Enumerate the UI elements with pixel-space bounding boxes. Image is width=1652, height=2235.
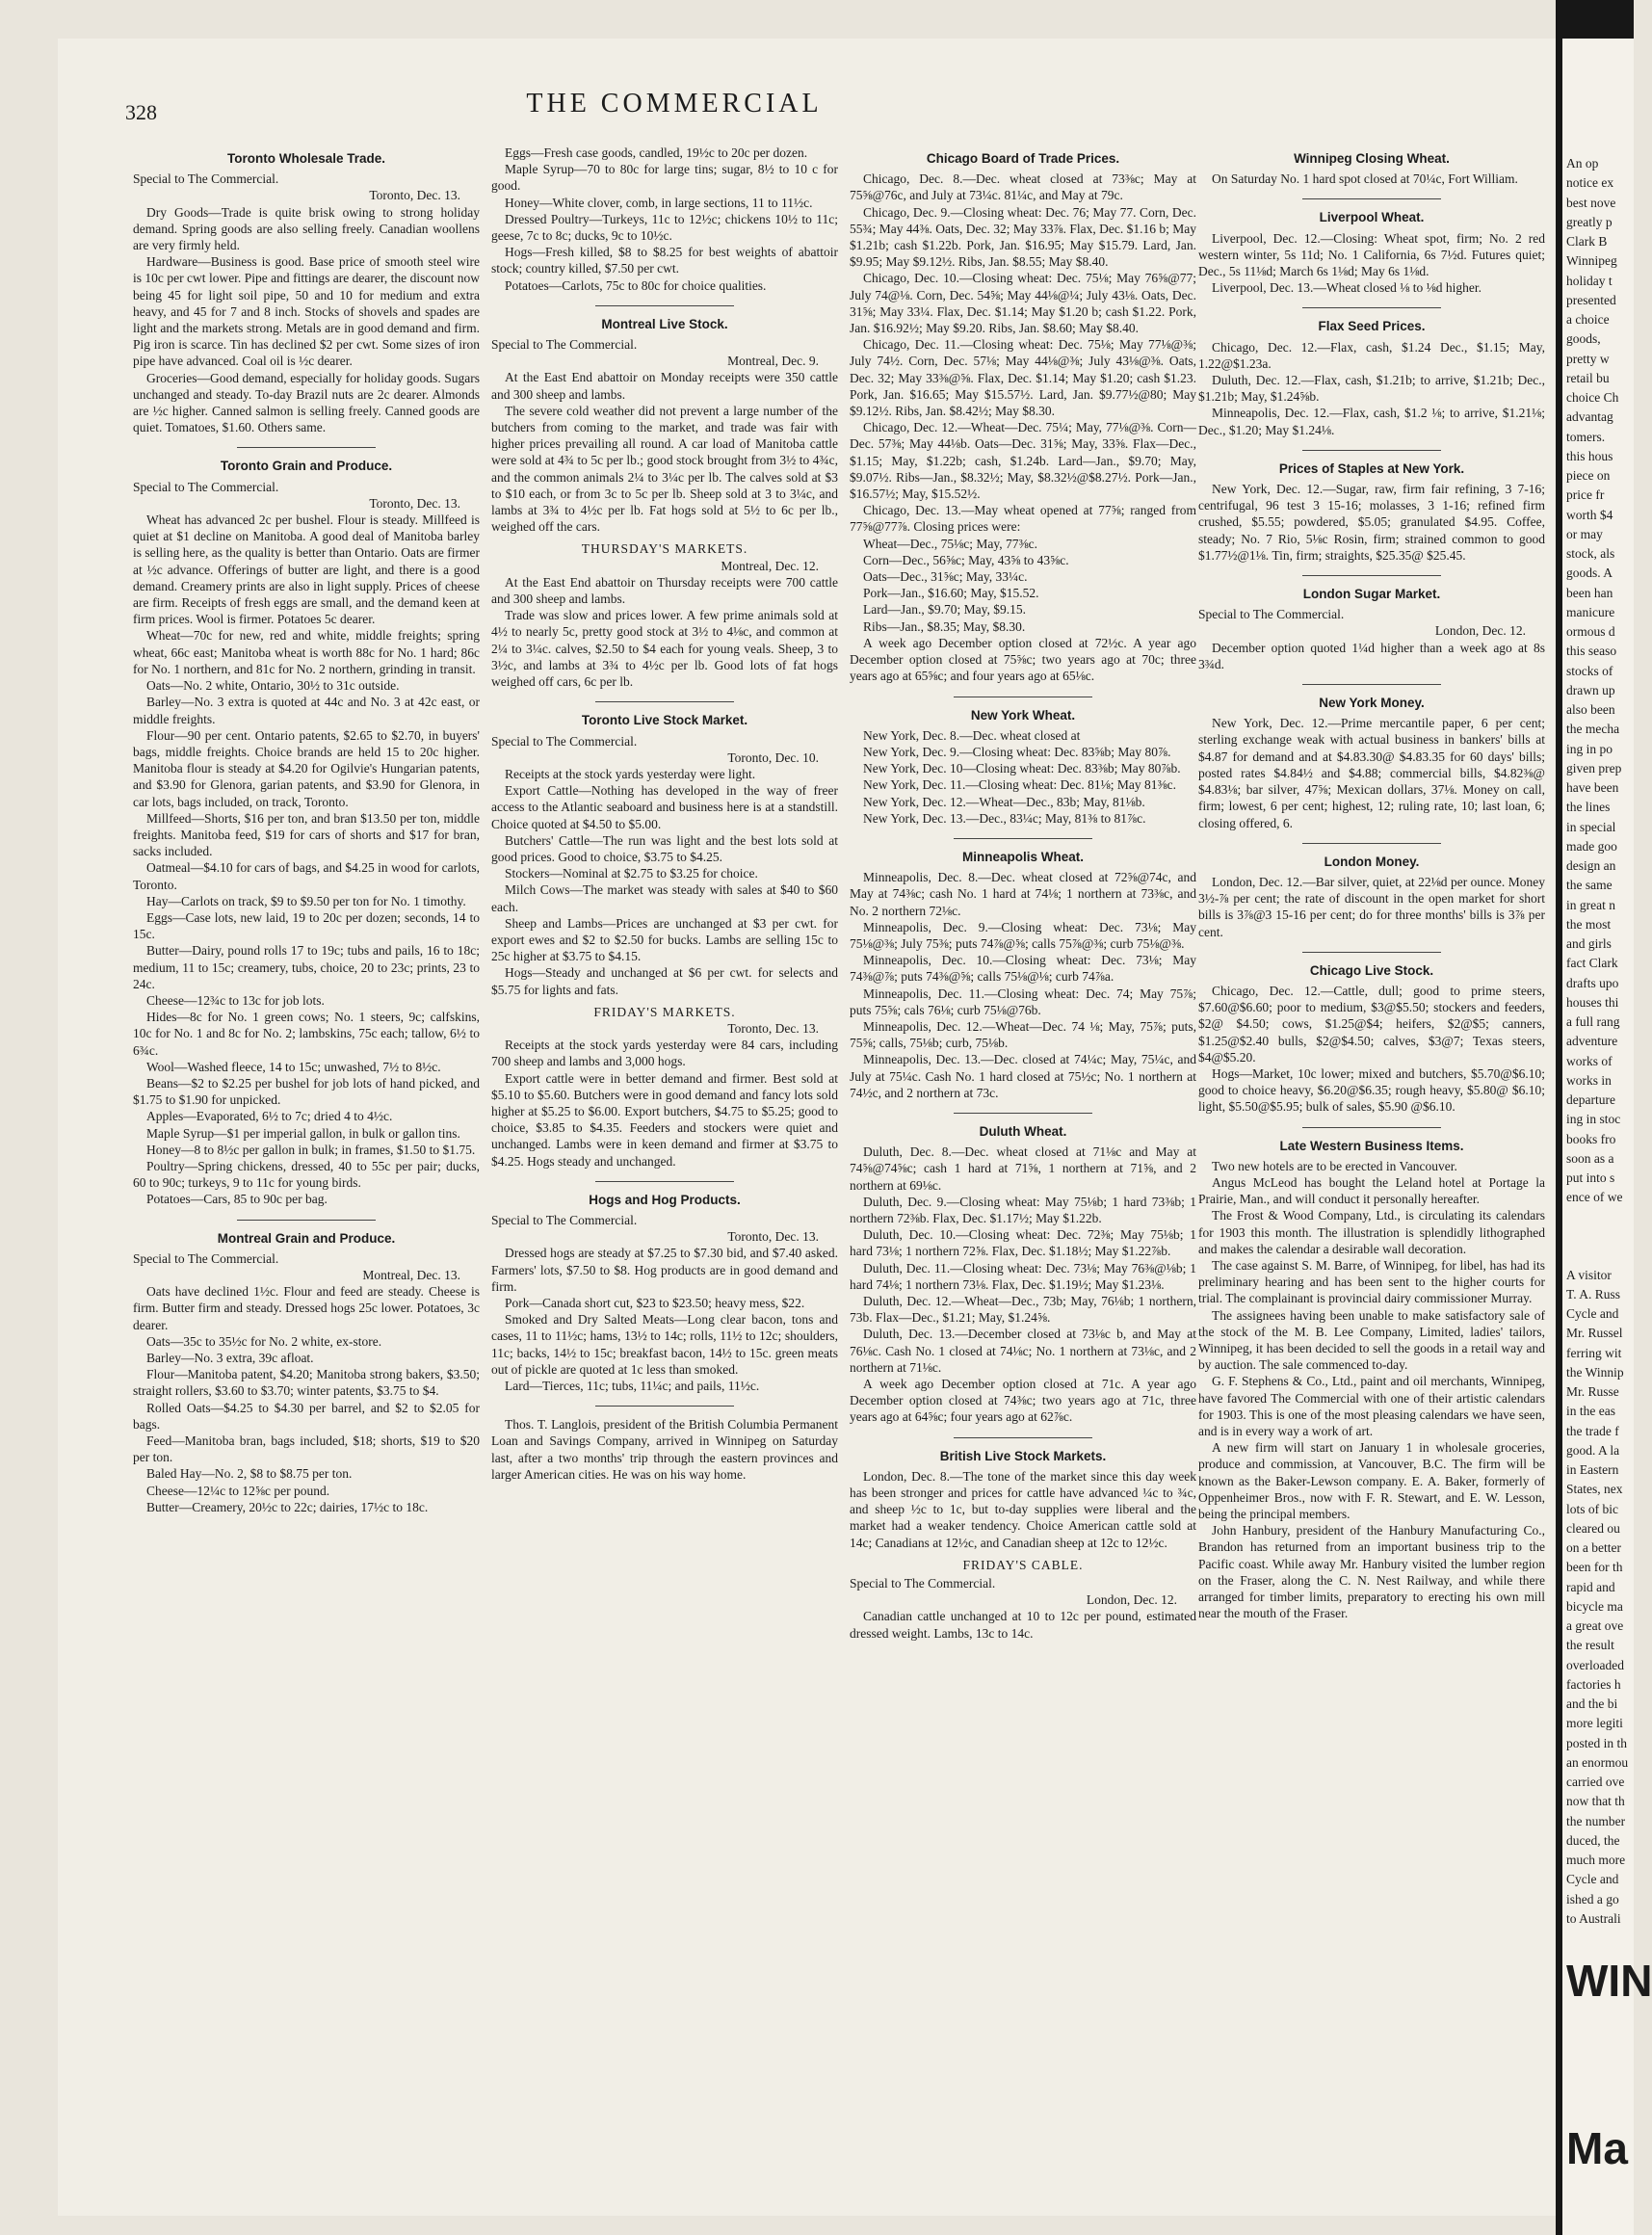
paragraph: Oatmeal—$4.10 for cars of bags, and $4.25 in wood for carlots, Toronto. <box>133 860 480 892</box>
paragraph: Wool—Washed fleece, 14 to 15c; unwashed, 7½ to 8½c. <box>146 1059 441 1074</box>
paragraph: A week ago December option closed at 71c. A year ago December option closed at 74⅜c; two years ago at 71c, three years ago at 64⅝c; four years ago at 62⅞c. <box>850 1377 1196 1425</box>
fragment-line: an enormou <box>1566 1754 1629 1770</box>
section-title: Toronto Grain and Produce. <box>220 459 393 474</box>
paragraph: Rolled Oats—$4.25 to $4.30 per barrel, and $2 to $2.05 for bags. <box>133 1400 480 1432</box>
fragment-line: now that th <box>1566 1794 1625 1809</box>
paragraph: The severe cold weather did not prevent a large number of the butchers from coming to the market, and trade was fair with higher prices prevailing all round. A car load of Manitoba cattle were sold at 4¾ to 5c per lb.; good stock brought from 3½ to 4¾c, and the common animals 2¼ to 3¼c per lb. The calves sold at $3 to $10 each, or from 3c to 5c per lb. Sheep sold at 3 to 3¼c, and lambs at 3¾ to 4½c per lb. Fat hogs sold at 5½ to 6c per lb., weighed off the cars. <box>491 403 838 535</box>
paragraph: Eggs—Fresh case goods, candled, 19½c to 20c per dozen. <box>505 145 808 160</box>
paragraph: Hardware—Business is good. Base price of smooth steel wire is 10c per cwt lower. Pipe and fittings are dearer, the discount now being 45 for light soil pipe, 50 and 10 for medium and extra heavy, and 45 for 7 and 8 inch. Stocks of shovels and spades are light and the markets strong. Metals are in good demand and firm. Pig iron is scarce. Tin has declined $2 per cwt. Some sizes of iron pipe have advanced. Coal oil is ½c dearer. <box>133 254 480 369</box>
section-divider <box>237 447 376 448</box>
fragment-line: in great n <box>1566 897 1615 912</box>
paragraph: Duluth, Dec. 12.—Wheat—Dec., 73b; May, 76⅛b; 1 northern, 73b. Flax—Dec., $1.21; May, $1.24⅝. <box>850 1294 1196 1326</box>
section-title: Prices of Staples at New York. <box>1278 460 1465 476</box>
section-title: Chicago Board of Trade Prices. <box>926 151 1120 166</box>
subheading: FRIDAY'S MARKETS. <box>593 1004 736 1019</box>
paragraph: Lard—Jan., $9.70; May, $9.15. <box>863 602 1026 618</box>
paragraph: Sheep and Lambs—Prices are unchanged at $3 per cwt. for export ewes and $2 to $2.50 for bucks. Lambs are selling 15c to 25c higher at $3.75 to $4.15. <box>491 915 838 964</box>
section-divider <box>954 1113 1092 1114</box>
section-divider <box>1302 307 1441 308</box>
paragraph: Wheat has advanced 2c per bushel. Flour is steady. Millfeed is quiet at $1 decline on Manitoba. A good deal of Manitoba barley is selling here, as the quality is better than Ontario. Oats are firmer at ½c advance. Offerings of butter are light, and there is a good demand. Creamery prints are also in light supply. Prices of cheese are firm. Receipts of fresh eggs are small, and the demand keen at firm prices. Wool is firmer. Potatoes 5c dearer. <box>133 513 480 627</box>
section-title: British Live Stock Markets. <box>939 1448 1107 1463</box>
fragment-line: An op <box>1566 156 1599 171</box>
paragraph: Potatoes—Cars, 85 to 90c per bag. <box>146 1192 328 1207</box>
section-divider <box>1302 198 1441 199</box>
fragment-line: a choice <box>1566 312 1610 327</box>
section-title: Liverpool Wheat. <box>1319 210 1425 225</box>
fragment-line: a full rang <box>1566 1014 1620 1029</box>
paragraph: Ribs—Jan., $8.35; May, $8.30. <box>863 618 1026 634</box>
paragraph: New York, Dec. 11.—Closing wheat: Dec. 81⅛; May 81⅜c. <box>863 777 1176 793</box>
section-title: Flax Seed Prices. <box>1318 319 1426 334</box>
section-divider <box>1302 450 1441 451</box>
paragraph: Dressed Poultry—Turkeys, 11c to 12½c; chickens 10½ to 11c; geese, 7c to 8c; ducks, 9c to 10½c. <box>491 211 838 244</box>
paragraph: Butchers' Cattle—The run was light and the best lots sold at good prices. Good to choice, $3.75 to $4.25. <box>491 832 838 864</box>
fragment-line: pretty w <box>1566 351 1610 366</box>
paragraph: Flour—90 per cent. Ontario patents, $2.65 to $2.70, in buyers' bags, middle freights. Choice brands are held 15 to 20c higher. Manitoba flour is steady at $4.20 for Ogilvie's Hungarian patents, and $3.90 for Glenora, garian patents, and $3.90 for Glenora, in car lots, bags included, on track, Toronto. <box>133 727 480 809</box>
paragraph: Cheese—12¼c to 12⅝c per pound. <box>146 1483 330 1498</box>
section-title: Chicago Live Stock. <box>1309 962 1434 978</box>
section-title: Duluth Wheat. <box>979 1123 1067 1139</box>
fragment-line: and the bi <box>1566 1696 1618 1711</box>
fragment-line: holiday t <box>1566 273 1613 288</box>
paragraph: Chicago, Dec. 9.—Closing wheat: Dec. 76; May 77. Corn, Dec. 55¾; May 44⅜. Oats, Dec. 32; May 33⅞. Flax, Dec. $1.16 b; May $1.21b; cash $1.22b. Pork, Jan. $16.95; May $15.79. Lard, Jan. $9.95; May $9.12½. Ribs, Jan. $8.55; May $8.40. <box>850 204 1196 270</box>
fragment-line: States, nex <box>1566 1482 1623 1497</box>
paragraph: London, Dec. 8.—The tone of the market since this day week has been stronger and prices for cattle have advanced ¼c to ¾c, and sheep ½c to 1c, but to-day supplies were liberal and the market had a weaker tendency. Choice American cattle sold at 14c; Canadians at 12½c, and Canadian sheep at 12c to 12½c. <box>850 1468 1196 1550</box>
paragraph: Chicago, Dec. 12.—Wheat—Dec. 75¼; May, 77⅛@⅜. Corn—Dec. 57⅜; May 44⅛b. Oats—Dec. 31⅝; May, 33⅝. Flax—Dec., $1.15; May, $1.22b; cash, $1.24b. Lard—Jan., $9.70; May, $9.07½. Ribs—Jan., $8.32½; May, $8.32½@$8.27½. Pork—Jan., $16.57½; May, $15.52½. <box>850 420 1196 502</box>
fragment-line: the lines <box>1566 800 1611 815</box>
masthead: THE COMMERCIAL <box>526 89 823 118</box>
fragment-line: choice Ch <box>1566 390 1619 405</box>
fragment-line: adventure <box>1566 1034 1618 1049</box>
fragment-line: to Australi <box>1566 1910 1621 1926</box>
fragment-line: the trade f <box>1566 1423 1619 1438</box>
fragment-line: on a better <box>1566 1540 1621 1555</box>
fragment-line: Mr. Russe <box>1566 1384 1619 1399</box>
fragment-line: factories h <box>1566 1676 1621 1692</box>
paragraph: December option quoted 1¼d higher than a week ago at 8s 3¾d. <box>1198 640 1545 671</box>
section-title: Winnipeg Closing Wheat. <box>1294 151 1450 166</box>
paragraph: Maple Syrup—70 to 80c for large tins; sugar, 8½ to 10 c for good. <box>491 162 838 194</box>
fragment-line: rapid and <box>1566 1579 1615 1594</box>
fragment-line: cleared ou <box>1566 1520 1620 1536</box>
paragraph: Duluth, Dec. 13.—December closed at 73⅛c b, and May at 76⅛c. Cash No. 1 closed at 74⅛c; No. 1 northern at 73⅛c, and 2 northern at 71⅛c. <box>850 1327 1196 1375</box>
paragraph: On Saturday No. 1 hard spot closed at 70¼c, Fort William. <box>1212 171 1518 187</box>
paragraph: New York, Dec. 10—Closing wheat: Dec. 83⅜b; May 80⅞b. <box>863 761 1181 776</box>
fragment-line: A visitor <box>1566 1267 1612 1282</box>
paragraph: Lard—Tierces, 11c; tubs, 11¼c; and pails, 11½c. <box>505 1379 760 1394</box>
special-byline: Special to The Commercial. <box>133 1250 279 1266</box>
page-number: 328 <box>125 100 157 124</box>
dateline: London, Dec. 12. <box>1434 623 1526 639</box>
dateline: Toronto, Dec. 13. <box>727 1020 819 1036</box>
fragment-line: overloaded <box>1566 1657 1624 1672</box>
paragraph: Chicago, Dec. 8.—Dec. wheat closed at 73⅜c; May at 75⅝@76c, and July at 73¼c. 81¼c, and May at 79c. <box>850 171 1196 203</box>
paragraph: Baled Hay—No. 2, $8 to $8.75 per ton. <box>146 1466 353 1482</box>
section-title: Montreal Live Stock. <box>601 316 728 331</box>
paragraph: Minneapolis, Dec. 13.—Dec. closed at 74¼c; May, 75¼c, and July at 75¼c. Cash No. 1 hard closed at 75½c; No. 1 northern at 74½c, and 2 northern at 73c. <box>850 1052 1196 1100</box>
paragraph: Hay—Carlots on track, $9 to $9.50 per ton for No. 1 timothy. <box>146 893 466 908</box>
section-title: Toronto Live Stock Market. <box>581 713 748 728</box>
paragraph: John Hanbury, president of the Hanbury Manufacturing Co., Brandon has returned from an important business trip to the Pacific coast. While away Mr. Hanbury visited the lumber region on the Fraser, along the C. N. Nest Railway, and while there arranged for timber limits, preparatory to erecting his own mill near the mouth of the Fraser. <box>1198 1523 1545 1621</box>
column-3 <box>850 145 1196 1642</box>
paragraph: At the East End abattoir on Thursday receipts were 700 cattle and 300 sheep and lambs. <box>491 574 838 607</box>
fragment-line: and girls <box>1566 936 1612 951</box>
section-divider <box>595 1181 734 1182</box>
subheading: FRIDAY'S CABLE. <box>962 1557 1084 1572</box>
fragment-line: advantag <box>1566 409 1613 425</box>
special-byline: Special to The Commercial. <box>491 337 638 353</box>
fragment-line: works of <box>1566 1053 1613 1068</box>
fragment-line: greatly p <box>1566 214 1613 229</box>
fragment-line: a great ove <box>1566 1618 1624 1633</box>
fragment-line: departure <box>1566 1092 1615 1107</box>
paragraph: New York, Dec. 9.—Closing wheat: Dec. 83⅝b; May 80⅞. <box>863 744 1171 759</box>
paragraph: Cheese—12¾c to 13c for job lots. <box>146 992 325 1008</box>
fragment-line: more legiti <box>1566 1716 1623 1731</box>
paragraph: Hogs—Steady and unchanged at $6 per cwt. for selects and $5.75 for lights and fats. <box>491 965 838 997</box>
paragraph: Chicago, Dec. 13.—May wheat opened at 77⅝; ranged from 77⅝@77⅞. Closing prices were: <box>850 503 1196 535</box>
paragraph: Butter—Creamery, 20½c to 22c; dairies, 17½c to 18c. <box>146 1499 429 1514</box>
paragraph: New York, Dec. 13.—Dec., 83¼c; May, 81⅜ to 81⅞c. <box>863 810 1146 826</box>
paragraph: Liverpool, Dec. 13.—Wheat closed ⅛ to ⅛d higher. <box>1212 280 1482 296</box>
fragment-line: the mecha <box>1566 722 1620 737</box>
fragment-line: or may <box>1566 526 1603 541</box>
paragraph: Duluth, Dec. 8.—Dec. wheat closed at 71⅛c and May at 74⅝@74⅝c; cash 1 hard at 71⅝, 1 northern at 71⅝, and 2 northern at 69⅛c. <box>850 1144 1196 1193</box>
paragraph: Pork—Jan., $16.60; May, $15.52. <box>863 586 1039 601</box>
paragraph: Export Cattle—Nothing has developed in the way of freer access to the Atlantic seaboard and business here is at a standstill. Choice quoted at $4.50 to $5.00. <box>491 783 838 831</box>
section-divider <box>1302 1127 1441 1128</box>
fragment-line: been for th <box>1566 1560 1623 1575</box>
page-header <box>125 89 1223 127</box>
dateline: Toronto, Dec. 13. <box>727 1229 819 1245</box>
paragraph: Hides—8c for No. 1 green cows; No. 1 steers, 9c; calfskins, 10c for No. 1 and 8c for No. 2; lambskins, 75c each; tallow, 6½ to 6¾c. <box>133 1010 480 1058</box>
paragraph: Barley—No. 3 extra, 39c afloat. <box>146 1351 314 1366</box>
paragraph: Chicago, Dec. 12.—Flax, cash, $1.24 Dec., $1.15; May, 1.22@$1.23a. <box>1198 339 1545 371</box>
ad-headline-fragment: WIN <box>1566 1956 1652 2006</box>
fragment-line: notice ex <box>1566 175 1614 191</box>
paragraph: G. F. Stephens & Co., Ltd., paint and oil merchants, Winnipeg, have favored The Commercial with one of their artistic calendars for 1903. This is one of the most pleasing calendars we have seen, and is in every way a work of art. <box>1198 1374 1545 1438</box>
section-title: Late Western Business Items. <box>1279 1138 1464 1153</box>
paragraph: Wheat—70c for new, red and white, middle freights; spring wheat, 66c east; Manitoba wheat is worth 88c for No. 1 hard; 86c for No. 1 northern, and 81c for No. 2 northern, grinding in transit. <box>133 628 480 676</box>
paragraph: Thos. T. Langlois, president of the British Columbia Permanent Loan and Savings Company, arrived in Winnipeg on Saturday last, after a two months' trip through the eastern provinces and larger American cities. He was on his way home. <box>491 1417 838 1482</box>
fragment-line: also been <box>1566 702 1615 717</box>
ad-headline-fragment: Ma <box>1566 2123 1628 2173</box>
fragment-line: made goo <box>1566 838 1617 854</box>
paragraph: New York, Dec. 12.—Prime mercantile paper, 6 per cent; sterling exchange weak with actual business in bankers' bills at $4.87 for demand and at $4.83.30@ $4.83.35 for 60 days' bills; posted rates $4.84½ and $4.88; commercial bills, $4.82⅜@ $4.83⅛; bar silver, 47⅝; Mexican dollars, 37⅛. Money on call, firm; lowest, 6 per cent; highest, 12; ruling rate, 10; last loan, 6; closing offered, 6. <box>1198 716 1545 830</box>
special-byline: Special to The Commercial. <box>1198 607 1345 622</box>
column-1 <box>133 145 480 1515</box>
fragment-line: ished a go <box>1566 1891 1619 1906</box>
fragment-line: lots of bic <box>1566 1501 1618 1516</box>
paragraph: A new firm will start on January 1 in wholesale groceries, produce and commission, at Vancouver, B.C. The firm will be known as the Baker-Lewson company. E. A. Baker, formerly of Oppenheimer Bros., now with F. R. Stewart, and E. W. Lesson, being the principal members. <box>1198 1440 1545 1522</box>
paragraph: Corn—Dec., 56⅝c; May, 43⅝ to 43⅝c. <box>863 552 1069 567</box>
fragment-line: fact Clark <box>1566 956 1618 971</box>
paragraph: Oats have declined 1½c. Flour and feed are steady. Cheese is firm. Butter firm and steady. Dressed hogs 25c lower. Potatoes, 3c dearer. <box>133 1284 480 1332</box>
dateline: Montreal, Dec. 13. <box>362 1268 460 1282</box>
paragraph: The assignees having been unable to make satisfactory sale of the stock of the M. B. Lee Company, Limited, ladies' tailors, Winnipeg, it has been decided to sell the goods in a retail way and by auction. The sale commenced to-day. <box>1198 1307 1545 1373</box>
fragment-line: ing in stoc <box>1566 1112 1621 1127</box>
paragraph: Minneapolis, Dec. 12.—Flax, cash, $1.2 ⅛; to arrive, $1.21⅛; Dec., $1.20; May $1.24⅛. <box>1198 406 1545 437</box>
fragment-line: stocks of <box>1566 663 1613 678</box>
dateline: Toronto, Dec. 13. <box>369 188 460 203</box>
paragraph: Angus McLeod has bought the Leland hotel at Portage la Prairie, Man., and will conduct it personally hereafter. <box>1198 1174 1545 1207</box>
paragraph: Minneapolis, Dec. 11.—Closing wheat: Dec. 74; May 75⅞; puts 75⅝; cals 76⅛; curb 75⅛@76b. <box>850 986 1196 1017</box>
paragraph: Hogs—Fresh killed, $8 to $8.25 for best weights of abattoir stock; country killed, $7.50 per cwt. <box>491 245 838 276</box>
paragraph: Pork—Canada short cut, $23 to $23.50; heavy mess, $22. <box>505 1296 805 1310</box>
dateline: Toronto, Dec. 10. <box>727 749 819 765</box>
paragraph: At the East End abattoir on Monday receipts were 350 cattle and 300 sheep and lambs. <box>491 370 838 402</box>
fragment-line: much more <box>1566 1853 1626 1867</box>
section-divider <box>954 838 1092 839</box>
paragraph: Honey—White clover, comb, in large sections, 11 to 11½c. <box>505 195 813 210</box>
paragraph: New York, Dec. 12.—Sugar, raw, firm fair refining, 3 7-16; centrifugal, 96 test 3 15-16; molasses, 3 1-16; refined firm crushed, $5.55; powdered, $5.05; granulated $4.95. Coffee, steady; No. 7 Rio, 5⅛c Rosin, firm; strained common to good $1.77½@1⅛. Tin, firm; straights, $25.35@ $25.45. <box>1198 482 1545 563</box>
fragment-line: best nove <box>1566 195 1616 210</box>
dateline: Toronto, Dec. 13. <box>369 495 460 511</box>
paragraph: Minneapolis, Dec. 10.—Closing wheat: Dec. 73⅛; May 74⅜@⅞; puts 74⅜@⅝; calls 75⅛@⅛; curb 74⅞a. <box>850 953 1196 985</box>
fragment-line: goods. A <box>1566 565 1613 581</box>
paragraph: Receipts at the stock yards yesterday were 84 cars, including 700 sheep and lambs and 3,000 hogs. <box>491 1038 838 1069</box>
paragraph: Beans—$2 to $2.25 per bushel for job lots of hand picked, and $1.75 to $1.90 for unpicked. <box>133 1075 480 1108</box>
fragment-line: the result <box>1566 1638 1614 1653</box>
fragment-line: the number <box>1566 1813 1626 1828</box>
paragraph: Minneapolis, Dec. 12.—Wheat—Dec. 74 ⅛; May, 75⅞; puts, 75⅝; calls, 75⅛b; curb, 75⅛b. <box>850 1018 1196 1051</box>
paragraph: Smoked and Dry Salted Meats—Long clear bacon, tons and cases, 11 to 11½c; hams, 13½ to 14c; rolls, 11½ to 12c; shoulders, 11c; backs, 14½ to 15c; breakfast bacon, 14½ to 15c. green meats out of pickle are quoted at 1c less than smoked. <box>491 1312 838 1377</box>
section-divider <box>595 1406 734 1407</box>
paragraph: Apples—Evaporated, 6½ to 7c; dried 4 to 4½c. <box>146 1109 393 1124</box>
section-title: London Sugar Market. <box>1302 587 1441 602</box>
fragment-line: stock, als <box>1566 546 1615 561</box>
fragment-line: this seaso <box>1566 644 1617 659</box>
section-divider <box>954 1437 1092 1438</box>
fragment-line: the same <box>1566 878 1613 893</box>
special-byline: Special to The Commercial. <box>133 171 279 187</box>
fragment-line: duced, the <box>1566 1832 1620 1848</box>
fragment-line: ing in po <box>1566 741 1613 756</box>
paragraph: Eggs—Case lots, new laid, 19 to 20c per dozen; seconds, 14 to 15c. <box>133 909 480 942</box>
fragment-line: houses thi <box>1566 994 1619 1010</box>
paragraph: Dry Goods—Trade is quite brisk owing to strong holiday demand. Spring goods are also selling freely. Canadian woollens are very firmly held. <box>133 204 480 253</box>
paragraph: Oats—35c to 35½c for No. 2 white, ex-store. <box>146 1333 382 1349</box>
subheading: THURSDAY'S MARKETS. <box>581 541 748 557</box>
paragraph: A week ago December option closed at 72½c. A year ago December option closed at 75⅝c; two years ago at 70c; three years ago at 65⅝c; and four years ago at 65⅛c. <box>850 635 1196 684</box>
fragment-line: posted in th <box>1566 1735 1627 1750</box>
paragraph: Wheat—Dec., 75⅛c; May, 77⅜c. <box>863 536 1037 551</box>
paragraph: Butter—Dairy, pound rolls 17 to 19c; tubs and pails, 16 to 18c; medium, 11 to 15c; creamery, tubs, choice, 20 to 23c; prints, 23 to 24c. <box>133 943 480 991</box>
fragment-line: been han <box>1566 585 1613 600</box>
paragraph: Chicago, Dec. 12.—Cattle, dull; good to prime steers, $7.60@$6.60; poor to medium, $3@$5.50; stockers and feeders, $2@ $4.50; cows, $1.25@$4; heifers, $2@$5; canners, $1.25@$2.40 bulls, $2@$4.50; calves, $3@7; Texas steers, $4@$5.20. <box>1198 983 1545 1065</box>
paragraph: Potatoes—Carlots, 75c to 80c for choice qualities. <box>505 277 767 293</box>
fragment-line: the most <box>1566 916 1612 932</box>
paragraph: The case against S. M. Barre, of Winnipeg, for libel, has had its preliminary hearing and has been sent to the higher courts for trial. The complainant is provincial dairy commissioner Murray. <box>1198 1257 1545 1306</box>
fragment-line: price fr <box>1566 487 1605 503</box>
fragment-line: goods, <box>1566 331 1601 347</box>
fragment-line: works in <box>1566 1072 1612 1088</box>
fragment-line: Winnipeg <box>1566 253 1617 269</box>
fragment-line: this hous <box>1566 448 1613 463</box>
paragraph: Liverpool, Dec. 12.—Closing: Wheat spot, firm; No. 2 red western winter, 5s 11d; No. 1 California, 6s 7½d. Futures quiet; Dec., 5s 11⅛d; March 6s 1⅛d; May 6s 1⅛d. <box>1198 230 1545 279</box>
paragraph: Stockers—Nominal at $2.75 to $3.25 for choice. <box>505 866 758 881</box>
fragment-line: T. A. Russ <box>1566 1286 1621 1302</box>
paragraph: New York, Dec. 8.—Dec. wheat closed at <box>863 727 1081 743</box>
paragraph: Groceries—Good demand, especially for holiday goods. Sugars unchanged and steady. To-day Brazil nuts are 2c dearer. Almonds are ½c higher. Canned salmon is selling freely. Canned goods are quiet. Tomatoes, $1.60. Others same. <box>133 370 480 435</box>
fragment-line: ferring wit <box>1566 1345 1622 1360</box>
fragment-line: design an <box>1566 858 1616 873</box>
fragment-line: in Eastern <box>1566 1462 1619 1477</box>
fragment-line: Mr. Russel <box>1566 1326 1623 1341</box>
fragment-line: have been <box>1566 780 1619 795</box>
fragment-line: in the eas <box>1566 1404 1615 1419</box>
fragment-line: worth $4 <box>1566 507 1613 522</box>
section-title: Montreal Grain and Produce. <box>217 1230 396 1246</box>
fragment-line: ormous d <box>1566 624 1615 639</box>
fragment-line: books fro <box>1566 1131 1616 1146</box>
paragraph: Trade was slow and prices lower. A few prime animals sold at 4½ to nearly 5c, pretty good stock at 3½ to 4⅛c, and common at 2¼ to 3¼c. calves, $2.50 to $4 each for young veals. Sheep, 3 to 3½c, and lambs at 3¾ to 4½c per lb. Good lots of fat hogs weighed off cars, 6c per lb. <box>491 608 838 690</box>
paragraph: London, Dec. 12.—Bar silver, quiet, at 22⅛d per ounce. Money 3½-⅞ per cent; the rate of discount in the open market for short bills is 3⅞@3 15-16 per cent; do for three months' bills is 3⅞ per cent. <box>1198 874 1545 939</box>
fragment-line: soon as a <box>1566 1150 1614 1166</box>
section-title: New York Wheat. <box>970 707 1076 723</box>
fragment-line: ence of we <box>1566 1190 1623 1205</box>
paragraph: Chicago, Dec. 10.—Closing wheat: Dec. 75⅛; May 76⅝@77; July 74@⅛. Corn, Dec. 54⅝; May 44⅛@¼; July 43⅛. Oats, Dec. 31⅝; May 33¼. Flax, Dec. $1.14; May $1.20 b; cash $1.22. Pork, Jan. $16.92½; May $9.20. Ribs, Jan. $8.60; May $8.40. <box>850 271 1196 336</box>
paragraph: Duluth, Dec. 12.—Flax, cash, $1.21b; to arrive, $1.21b; Dec., $1.21b; May, $1.24⅝b. <box>1198 373 1545 405</box>
fragment-line: manicure <box>1566 604 1615 619</box>
paragraph: Hogs—Market, 10c lower; mixed and butchers, $5.70@$6.10; good to choice heavy, $6.20@$6.35; rough heavy, $5.80@ $6.10; light, $5.50@$5.95; bulk of sales, $5.90 @$6.10. <box>1198 1065 1545 1115</box>
adjacent-page-fragment <box>1562 39 1652 2235</box>
paragraph: Duluth, Dec. 10.—Closing wheat: Dec. 72⅜; May 75⅛b; 1 hard 73⅛; 1 northern 72⅝. Flax, Dec. $1.18½; May $1.22⅞b. <box>850 1227 1196 1259</box>
section-title: New York Money. <box>1319 696 1425 711</box>
paragraph: The Frost & Wood Company, Ltd., is circulating its calendars for 1903 this month. The illustration is splendidly lithographed and makes the calendar a desirable wall decoration. <box>1198 1208 1545 1256</box>
column-4 <box>1198 145 1545 1621</box>
paragraph: Duluth, Dec. 9.—Closing wheat: May 75⅛b; 1 hard 73⅜b; 1 northern 72⅜b. Flax, Dec. $1.17½; May $1.22b. <box>850 1194 1196 1225</box>
paragraph: Two new hotels are to be erected in Vancouver. <box>1212 1158 1457 1173</box>
column-2 <box>491 145 838 1483</box>
fragment-line: drafts upo <box>1566 975 1619 990</box>
paragraph: Minneapolis, Dec. 8.—Dec. wheat closed at 72⅝@74c, and May at 74⅜c; cash No. 1 hard at 74⅛; 1 northern at 73⅜c, and No. 2 northern 72⅛c. <box>850 870 1196 918</box>
special-byline: Special to The Commercial. <box>133 479 279 494</box>
paragraph: Flour—Manitoba patent, $4.20; Manitoba strong bakers, $3.50; straight rollers, $3.60 to $3.70; winter patents, $3.75 to $4. <box>133 1367 480 1399</box>
paragraph: Barley—No. 3 extra is quoted at 44c and No. 3 at 42c east, or middle freights. <box>133 695 480 726</box>
paragraph: Receipts at the stock yards yesterday were light. <box>505 766 756 781</box>
paragraph: Poultry—Spring chickens, dressed, 40 to 55c per pair; ducks, 60 to 90c; turkeys, 9 to 11c for young birds. <box>133 1158 480 1191</box>
section-title: Toronto Wholesale Trade. <box>226 151 386 166</box>
paragraph: Duluth, Dec. 11.—Closing wheat: Dec. 73⅛; May 76⅜@⅛b; 1 hard 74⅛; 1 northern 73⅛. Flax, Dec. $1.19½; May $1.23⅛. <box>850 1260 1196 1292</box>
special-byline: Special to The Commercial. <box>491 1212 638 1227</box>
dateline: London, Dec. 12. <box>1086 1592 1177 1608</box>
fragment-line: given prep <box>1566 760 1622 776</box>
paragraph: New York, Dec. 12.—Wheat—Dec., 83b; May, 81⅛b. <box>863 794 1145 809</box>
paragraph: Oats—No. 2 white, Ontario, 30½ to 31c outside. <box>146 678 400 694</box>
special-byline: Special to The Commercial. <box>491 733 638 749</box>
dateline: Montreal, Dec. 9. <box>727 354 819 369</box>
paragraph: Feed—Manitoba bran, bags included, $18; shorts, $19 to $20 per ton. <box>133 1433 480 1465</box>
fragment-line: the Winnip <box>1566 1364 1624 1380</box>
paragraph: Maple Syrup—$1 per imperial gallon, in bulk or gallon tins. <box>146 1125 460 1141</box>
paragraph: Dressed hogs are steady at $7.25 to $7.30 bid, and $7.40 asked. Farmers' lots, $7.50 to $8. Hog products are in good demand and firm. <box>491 1246 838 1294</box>
fragment-line: Cycle and <box>1566 1306 1619 1321</box>
fragment-line: retail bu <box>1566 370 1610 385</box>
section-title: Minneapolis Wheat. <box>961 849 1084 864</box>
fragment-line: tomers. <box>1566 429 1606 444</box>
fragment-line: Clark B <box>1566 234 1608 249</box>
paragraph: Milch Cows—The market was steady with sales at $40 to $60 each. <box>491 882 838 914</box>
paragraph: Oats—Dec., 31⅝c; May, 33¼c. <box>863 569 1028 585</box>
section-title: Hogs and Hog Products. <box>589 1192 741 1207</box>
fragment-line: put into s <box>1566 1170 1615 1185</box>
fragment-line: drawn up <box>1566 682 1615 697</box>
section-divider <box>237 1220 376 1221</box>
section-divider <box>1302 952 1441 953</box>
section-divider <box>1302 684 1441 685</box>
special-byline: Special to The Commercial. <box>850 1576 996 1591</box>
fragment-line: carried ove <box>1566 1775 1625 1789</box>
fragment-line: in special <box>1566 819 1616 834</box>
fragment-line: good. A la <box>1566 1442 1620 1458</box>
section-divider <box>1302 843 1441 844</box>
section-divider <box>595 305 734 306</box>
section-divider <box>1302 575 1441 576</box>
paragraph: Chicago, Dec. 11.—Closing wheat: Dec. 75⅛; May 77⅛@⅜; July 74½. Corn, Dec. 57⅛; May 44⅛@⅜; July 43⅛@⅜. Oats, Dec. 32; May 33⅜@⅝. Flax, Dec. $1.14; May $1.20; cash $1.23. Pork, Jan. $16.65; May $15.57½. Lard, Jan. $9.77½@80; May $9.12½. Ribs, Jan. $8.42½; May $8.30. <box>850 337 1196 419</box>
paragraph: Canadian cattle unchanged at 10 to 12c per pound, estimated dressed weight. Lambs, 13c to 14c. <box>850 1609 1196 1641</box>
fragment-line: presented <box>1566 292 1616 307</box>
fragment-line: bicycle ma <box>1566 1598 1623 1614</box>
section-divider <box>595 701 734 702</box>
dateline: Montreal, Dec. 12. <box>721 558 819 573</box>
paragraph: Export cattle were in better demand and firmer. Best sold at $5.10 to $5.60. Butchers were in good demand and fancy lots sold higher at $5.25 to $6.00. Export butchers, $4.75 to $5.25; good to choice, $3.85 to $4.35. Feeders and stockers were quiet and unchanged. Lambs were in keen demand and firmer at $3.75 to $4.25. Hogs steady and unchanged. <box>491 1070 838 1169</box>
paragraph: Minneapolis, Dec. 9.—Closing wheat: Dec. 73⅛; May 75⅛@⅜; July 75⅜; puts 74⅞@⅝; calls 75⅞@⅜; curb 75⅛@⅜. <box>850 919 1196 951</box>
section-title: London Money. <box>1324 854 1420 869</box>
fragment-line: piece on <box>1566 468 1611 483</box>
paragraph: Millfeed—Shorts, $16 per ton, and bran $13.50 per ton, middle freights. Manitoba feed, $19 for cars of shorts and $17 for bran, sacks included. <box>133 810 480 859</box>
fragment-line: Cycle and <box>1566 1872 1619 1887</box>
paragraph: Honey—8 to 8½c per gallon in bulk; in frames, $1.50 to $1.75. <box>146 1142 476 1157</box>
